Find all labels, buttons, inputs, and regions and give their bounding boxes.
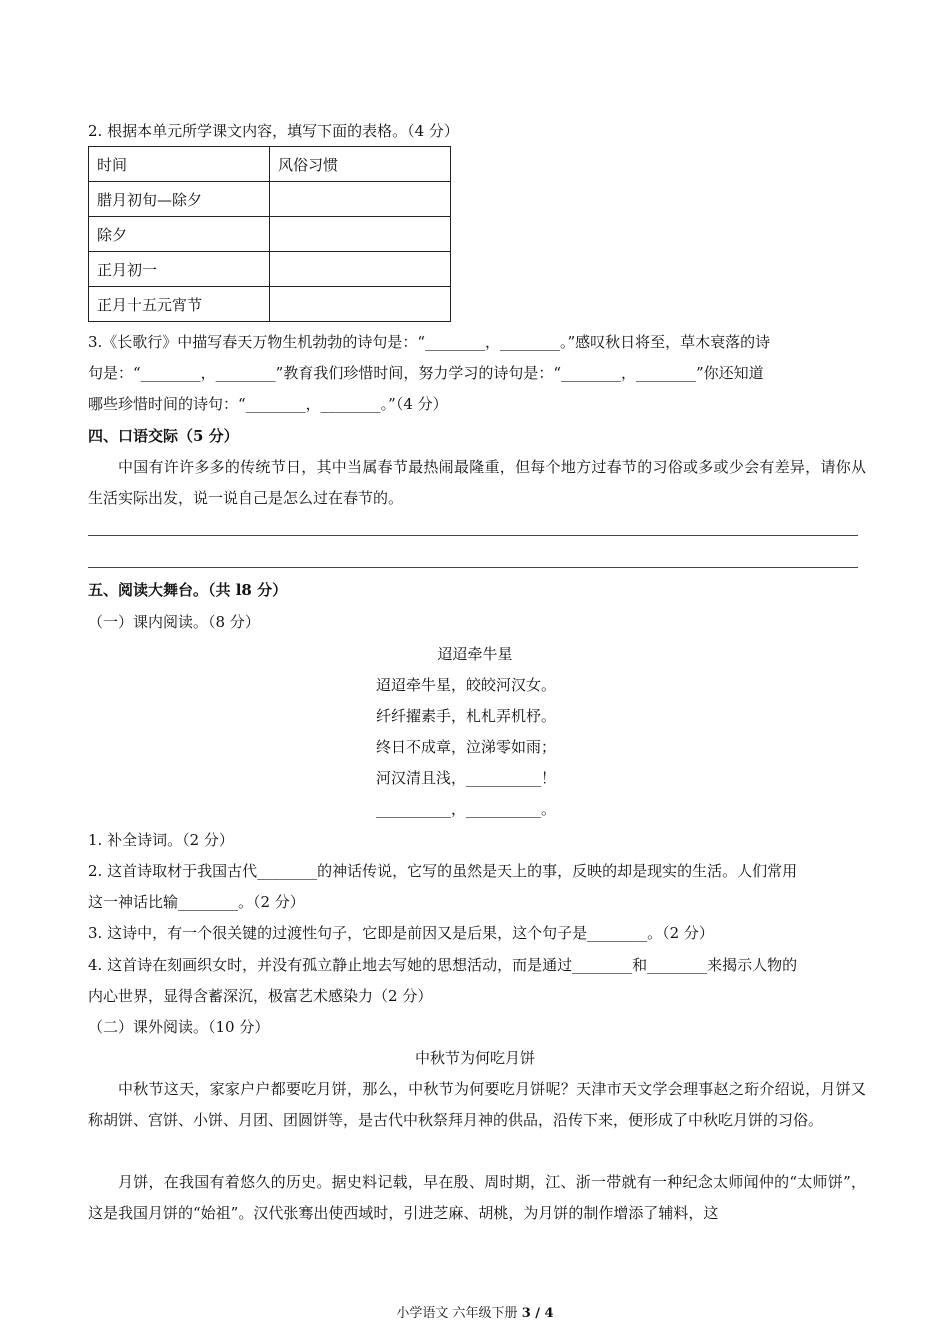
table-row xyxy=(89,217,451,252)
part-1-question: 2. 这首诗取材于我国古代________的神话传说，它写的虽然是天上的事，反映的却是现实的生活。人们常用 xyxy=(88,862,798,880)
table-row xyxy=(89,252,451,287)
page-footer xyxy=(0,1302,950,1321)
section-4-prompt: 中国有许许多多的传统节日，其中当属春节最热闹最隆重，但每个地方过春节的习俗或多或少会有差异，请你从生活实际出发，说一说自己是怎么过在春节的。 xyxy=(88,458,866,507)
table-cell-time: 除夕 xyxy=(89,217,270,252)
table-cell-answer[interactable] xyxy=(270,182,451,217)
part-1-question: 内心世界，显得含蓄深沉，极富艺术感染力（2 分） xyxy=(88,987,433,1005)
table-header-customs: 风俗习惯 xyxy=(270,147,451,182)
poem-line: 河汉清且浅，__________！ xyxy=(376,769,557,787)
table-cell-time: 正月十五元宵节 xyxy=(89,287,270,322)
footer-text: 小学语文 六年级下册 xyxy=(396,1306,522,1321)
question-2: 2. 根据本单元所学课文内容，填写下面的表格。（4 分） xyxy=(88,122,459,140)
article-paragraph: 中秋节这天，家家户户都要吃月饼，那么，中秋节为何要吃月饼呢？天津市天文学会理事赵之珩介绍说，月饼又称胡饼、宫饼、小饼、月团、团圆饼等，是古代中秋祭拜月神的供品，沿传下来，便形成了中秋吃月饼的习俗。 xyxy=(88,1080,866,1129)
table-cell-time: 腊月初旬—除夕 xyxy=(89,182,270,217)
customs-table xyxy=(88,146,451,322)
poem-title: 迢迢牵牛星 xyxy=(437,645,513,663)
table-cell-answer[interactable] xyxy=(270,287,451,322)
table-header-time: 时间 xyxy=(89,147,270,182)
section-5-title: 五、阅读大舞台。（共 l8 分） xyxy=(88,581,288,599)
table-cell-time: 正月初一 xyxy=(89,252,270,287)
table-row xyxy=(89,287,451,322)
part-2-title: （二）课外阅读。（10 分） xyxy=(88,1018,270,1036)
table-cell-answer[interactable] xyxy=(270,252,451,287)
poem-line: 迢迢牵牛星，皎皎河汉女。 xyxy=(376,676,557,694)
table-cell-answer[interactable] xyxy=(270,217,451,252)
part-1-question: 这一神话比输________。（2 分） xyxy=(88,893,305,911)
table-header-row xyxy=(89,147,451,182)
question-3-line-3: 哪些珍惜时间的诗句：“________，________。”（4 分） xyxy=(88,395,448,413)
poem-line: __________，__________。 xyxy=(376,800,557,818)
question-3-line-2: 句是：“________，________”教育我们珍惜时间，努力学习的诗句是：“________，________”你还知道 xyxy=(88,364,764,382)
poem-line: 纤纤擢素手，札札弄机杼。 xyxy=(376,707,557,725)
section-4-title: 四、口语交际（5 分） xyxy=(88,427,239,445)
part-1-question: 1. 补全诗词。（2 分） xyxy=(88,831,234,849)
part-1-question: 3. 这诗中，有一个很关键的过渡性句子，它即是前因又是后果，这个句子是________。（2 分） xyxy=(88,924,714,942)
part-1-question: 4. 这首诗在刻画织女时，并没有孤立静止地去写她的思想活动，而是通过________和________来揭示人物的 xyxy=(88,956,798,974)
article-title: 中秋节为何吃月饼 xyxy=(414,1049,535,1067)
answer-line[interactable] xyxy=(88,567,858,568)
article-paragraph: 月饼，在我国有着悠久的历史。据史料记载，早在殷、周时期，江、浙一带就有一种纪念太师闻仲的“太师饼”，这是我国月饼的“始祖”。汉代张骞出使西域时，引进芝麻、胡桃，为月饼的制作增添了辅料，这 xyxy=(88,1173,866,1222)
answer-line[interactable] xyxy=(88,535,858,536)
part-1-title: （一）课内阅读。（8 分） xyxy=(88,613,260,631)
page-number: 3 / 4 xyxy=(521,1306,554,1321)
poem-line: 终日不成章，泣涕零如雨； xyxy=(376,738,557,756)
table-row xyxy=(89,182,451,217)
question-3-line-1: 3.《长歌行》中描写春天万物生机勃勃的诗句是：“________，________。”感叹秋日将至，草木衰落的诗 xyxy=(88,333,771,351)
